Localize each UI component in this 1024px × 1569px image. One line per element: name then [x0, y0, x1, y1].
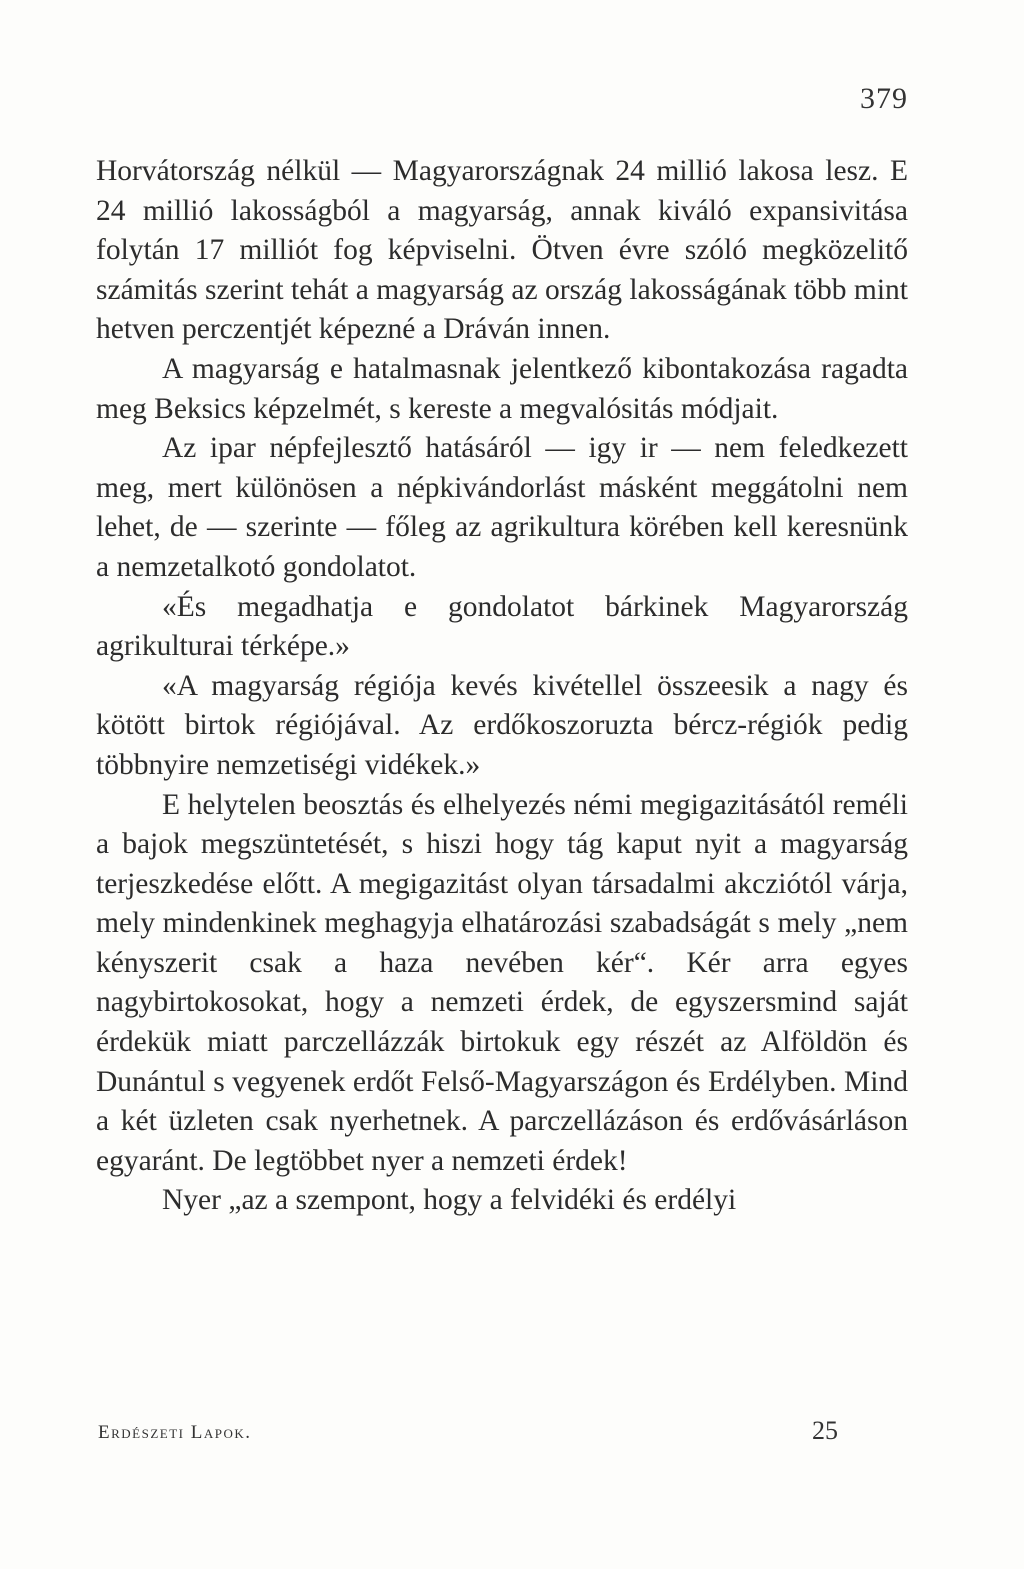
paragraph-5: «A magyarság régiója kevés kivétellel összeesik a nagy és kötött birtok régiójával. Az erdőkoszoruzta bércz-régiók pedig többnyire nemzetiségi vidékek.» [96, 669, 908, 781]
body-text [96, 152, 908, 1221]
paragraph-6: E helytelen beosztás és elhelyezés némi megigazitásától reméli a bajok megszüntetését, s hiszi hogy tág kaput nyit a magyarság terjeszkedése előtt. A megigazitást olyan társadalmi akcziótól várja, mely mindenkinek meghagyja elhatározási szabadságát s mely „nem kényszerit csak a haza nevében kér“. Kér arra egyes nagybirtokosokat, hogy a nemzeti érdek, de egyszersmind saját érdekük miatt parczellázzák birtokuk egy részét az Alföldön és Dunántul s vegyenek erdőt Felső-Magyarszágon és Erdélyben. Mind a két üzleten csak nyerhetnek. A parczellázáson és erdővásárláson egyaránt. De legtöbbet nyer a nemzeti érdek! [96, 788, 908, 1177]
signature-mark: 25 [812, 1416, 838, 1445]
paragraph-1: Horvátország nélkül — Magyarországnak 24 millió lakosa lesz. E 24 millió lakosságból a magyarság, annak kiváló expansivitása folytán 17 milliót fog képviselni. Ötven évre szóló megközelitő számitás szerint tehát a magyarság az ország lakosságának több mint hetven perczentjét képezné a Dráván innen. [96, 155, 908, 346]
paragraph-7: Nyer „az a szempont, hogy a felvidéki és erdélyi [162, 1184, 737, 1217]
paragraph-3: Az ipar népfejlesztő hatásáról — igy ir — nem feledkezett meg, mert különösen a népkivándorlást másként meggátolni nem lehet, de — szerinte — főleg az agrikultura körében kell keresnünk a nemzetalkotó gondolatot. [96, 432, 908, 583]
page-number: 379 [860, 82, 908, 115]
journal-name: Erdészeti Lapok. [98, 1422, 252, 1443]
paragraph-4: «És megadhatja e gondolatot bárkinek Magyarország agrikulturai térképe.» [96, 590, 908, 663]
page-footer [98, 1416, 838, 1450]
paragraph-2: A magyarság e hatalmasnak jelentkező kibontakozása ragadta meg Beksics képzelmét, s kereste a megvalósitás módjait. [96, 352, 908, 425]
